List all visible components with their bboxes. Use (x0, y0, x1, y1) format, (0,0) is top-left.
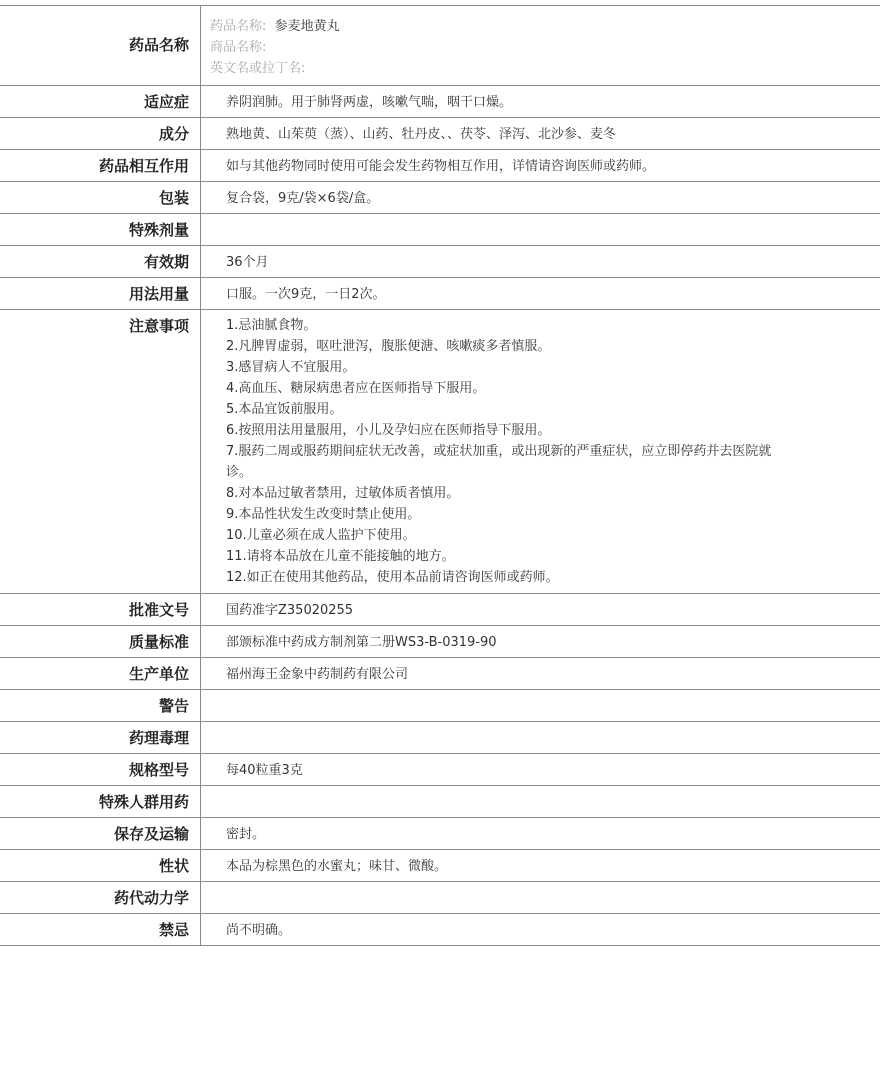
value-usage: 口服。一次9克，一日2次。 (201, 278, 880, 310)
label-special-population: 特殊人群用药 (0, 786, 201, 818)
label-warning: 警告 (0, 690, 201, 722)
row-storage (0, 818, 880, 850)
precaution-item: 6.按照用法用量服用，小儿及孕妇应在医师指导下服用。 (226, 423, 551, 438)
label-usage: 用法用量 (0, 278, 201, 310)
value-approval: 国药准字Z35020255 (201, 594, 880, 626)
drug-name-value: 参麦地黄丸 (274, 19, 340, 34)
precaution-item: 3.感冒病人不宜服用。 (226, 360, 356, 375)
precaution-item: 4.高血压、糖尿病患者应在医师指导下服用。 (226, 381, 486, 396)
label-appearance: 性状 (0, 850, 201, 882)
value-validity: 36个月 (201, 246, 880, 278)
label-spec: 规格型号 (0, 754, 201, 786)
row-manufacturer (0, 658, 880, 690)
row-contraindications (0, 914, 880, 946)
english-name-key: 英文名或拉丁名: (210, 61, 306, 76)
row-pharmacokinetics (0, 882, 880, 914)
value-standard: 部颁标准中药成方制剂第二册WS3-B-0319-90 (201, 626, 880, 658)
row-precautions (0, 310, 880, 594)
value-ingredients: 熟地黄、山茱萸（蒸）、山药、牡丹皮、、茯苓、泽泻、北沙参、麦冬 (201, 118, 880, 150)
row-toxicology (0, 722, 880, 754)
label-pharmacokinetics: 药代动力学 (0, 882, 201, 914)
value-package: 复合袋，9克/袋×6袋/盒。 (201, 182, 880, 214)
trade-name-key: 商品名称: (210, 40, 267, 55)
label-ingredients: 成分 (0, 118, 201, 150)
row-indication (0, 86, 880, 118)
value-spec: 每40粒重3克 (201, 754, 880, 786)
label-toxicology: 药理毒理 (0, 722, 201, 754)
row-appearance (0, 850, 880, 882)
label-interactions: 药品相互作用 (0, 150, 201, 182)
row-special-population (0, 786, 880, 818)
row-standard (0, 626, 880, 658)
precaution-item: 8.对本品过敏者禁用，过敏体质者慎用。 (226, 486, 460, 501)
row-validity (0, 246, 880, 278)
label-contraindications: 禁忌 (0, 914, 201, 946)
value-pharmacokinetics (201, 882, 880, 914)
drug-name-key: 药品名称: (210, 19, 267, 34)
value-interactions: 如与其他药物同时使用可能会发生药物相互作用，详情请咨询医师或药师。 (201, 150, 880, 182)
precaution-item: 12.如正在使用其他药品，使用本品前请咨询医师或药师。 (226, 570, 559, 585)
label-standard: 质量标准 (0, 626, 201, 658)
precaution-item: 10.儿童必须在成人监护下使用。 (226, 528, 416, 543)
value-indication: 养阴润肺。用于肺肾两虚，咳嗽气喘，咽干口燥。 (201, 86, 880, 118)
precaution-item: 5.本品宜饭前服用。 (226, 402, 343, 417)
value-warning (201, 690, 880, 722)
label-validity: 有效期 (0, 246, 201, 278)
value-storage: 密封。 (201, 818, 880, 850)
product-name-cell (201, 6, 880, 86)
row-warning (0, 690, 880, 722)
label-manufacturer: 生产单位 (0, 658, 201, 690)
value-special-dose (201, 214, 880, 246)
label-precautions: 注意事项 (0, 310, 201, 594)
row-usage (0, 278, 880, 310)
precaution-item: 1.忌油腻食物。 (226, 318, 317, 333)
precaution-item: 7.服药二周或服药期间症状无改善，或症状加重，或出现新的严重症状，应立即停药并去医院就诊。 (226, 444, 772, 480)
value-manufacturer: 福州海王金象中药制药有限公司 (201, 658, 880, 690)
value-appearance: 本品为棕黑色的水蜜丸；味甘、微酸。 (201, 850, 880, 882)
label-approval: 批准文号 (0, 594, 201, 626)
precaution-item: 2.凡脾胃虚弱，呕吐泄泻，腹胀便溏、咳嗽痰多者慎服。 (226, 339, 551, 354)
value-special-population (201, 786, 880, 818)
label-package: 包装 (0, 182, 201, 214)
label-storage: 保存及运输 (0, 818, 201, 850)
row-ingredients (0, 118, 880, 150)
row-special-dose (0, 214, 880, 246)
label-indication: 适应症 (0, 86, 201, 118)
row-spec (0, 754, 880, 786)
value-precautions (201, 310, 880, 594)
row-product-name (0, 6, 880, 86)
row-interactions (0, 150, 880, 182)
precaution-item: 9.本品性状发生改变时禁止使用。 (226, 507, 421, 522)
label-special-dose: 特殊剂量 (0, 214, 201, 246)
value-contraindications: 尚不明确。 (201, 914, 880, 946)
value-toxicology (201, 722, 880, 754)
precaution-item: 11.请将本品放在儿童不能接触的地方。 (226, 549, 455, 564)
drug-spec-table (0, 5, 880, 946)
label-product-name: 药品名称 (0, 6, 201, 86)
row-package (0, 182, 880, 214)
row-approval (0, 594, 880, 626)
